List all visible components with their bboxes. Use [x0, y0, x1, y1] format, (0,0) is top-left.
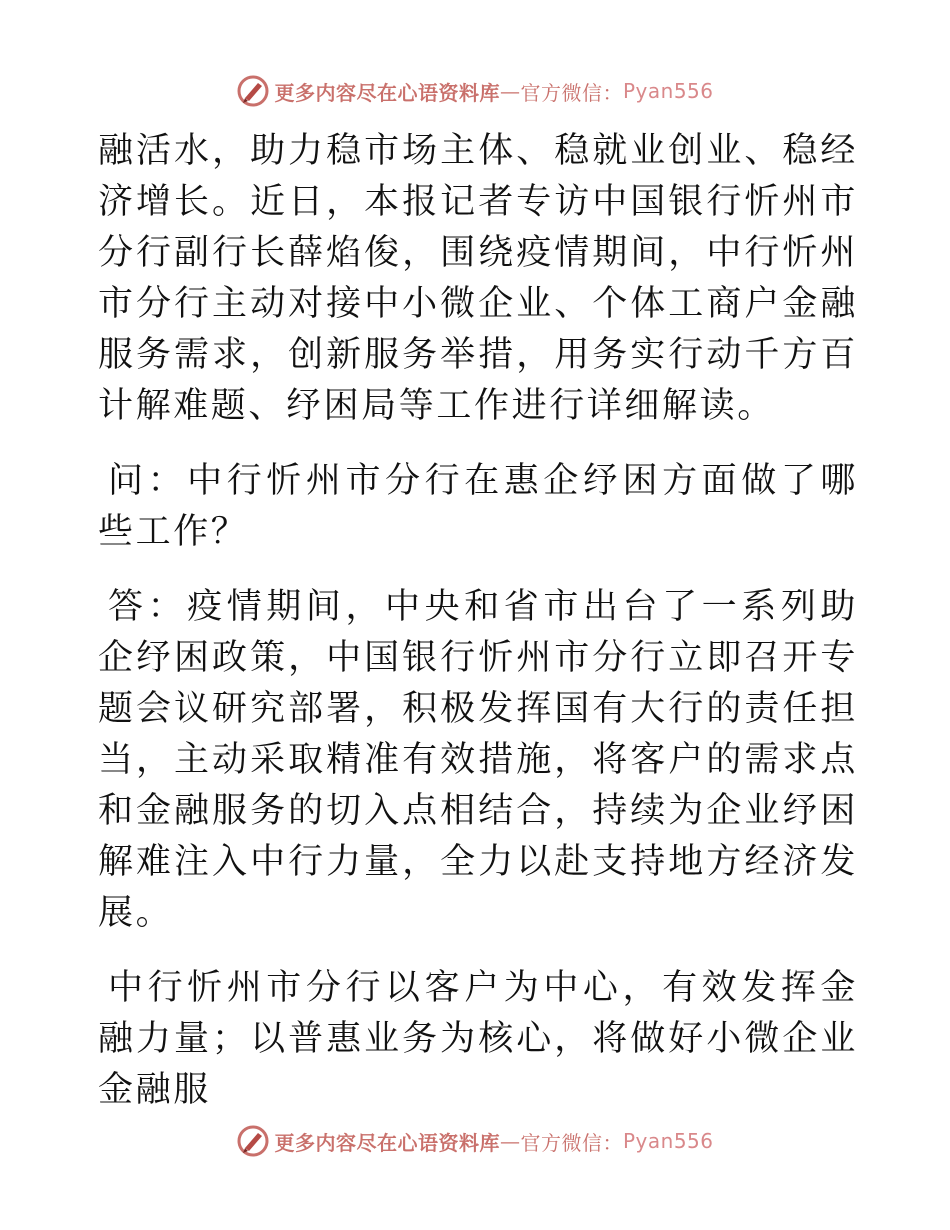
watermark-wechat-label: 官方微信： [520, 80, 623, 105]
pen-logo-icon [236, 74, 270, 108]
paragraph-question: 问：中行忻州市分行在惠企纾困方面做了哪些工作？ [98, 461, 858, 552]
watermark-text: 更多内容尽在心语资料库 [274, 1130, 500, 1155]
watermark-dash: — [499, 79, 521, 103]
watermark-dash: — [499, 1129, 521, 1153]
header-watermark [0, 71, 950, 111]
watermark-wechat-id: Pyan556 [622, 79, 714, 103]
footer-watermark [0, 1121, 950, 1161]
watermark-text: 更多内容尽在心语资料库 [274, 80, 500, 105]
paragraph-continuation: 中行忻州市分行以客户为中心，有效发挥金融力量；以普惠业务为核心，将做好小微企业金融服 [98, 968, 858, 1110]
pen-logo-icon [236, 1124, 270, 1158]
paragraph-answer: 答：疫情期间，中央和省市出台了一系列助企纾困政策，中国银行忻州市分行立即召开专题会议研究部署，积极发挥国有大行的责任担当，主动采取精准有效措施，将客户的需求点和金融服务的切入点相结合，持续为企业纾困解难注入中行力量，全力以赴支持地方经济发展。 [98, 587, 858, 933]
watermark-wechat-label: 官方微信： [520, 1130, 623, 1155]
document-body [98, 126, 858, 1116]
watermark-wechat-id: Pyan556 [622, 1129, 714, 1153]
paragraph-intro: 融活水，助力稳市场主体、稳就业创业、稳经济增长。近日，本报记者专访中国银行忻州市分行副行长薛焰俊，围绕疫情期间，中行忻州市分行主动对接中小微企业、个体工商户金融服务需求，创新服务举措，用务实行动千方百计解难题、纾困局等工作进行详细解读。 [98, 131, 858, 426]
